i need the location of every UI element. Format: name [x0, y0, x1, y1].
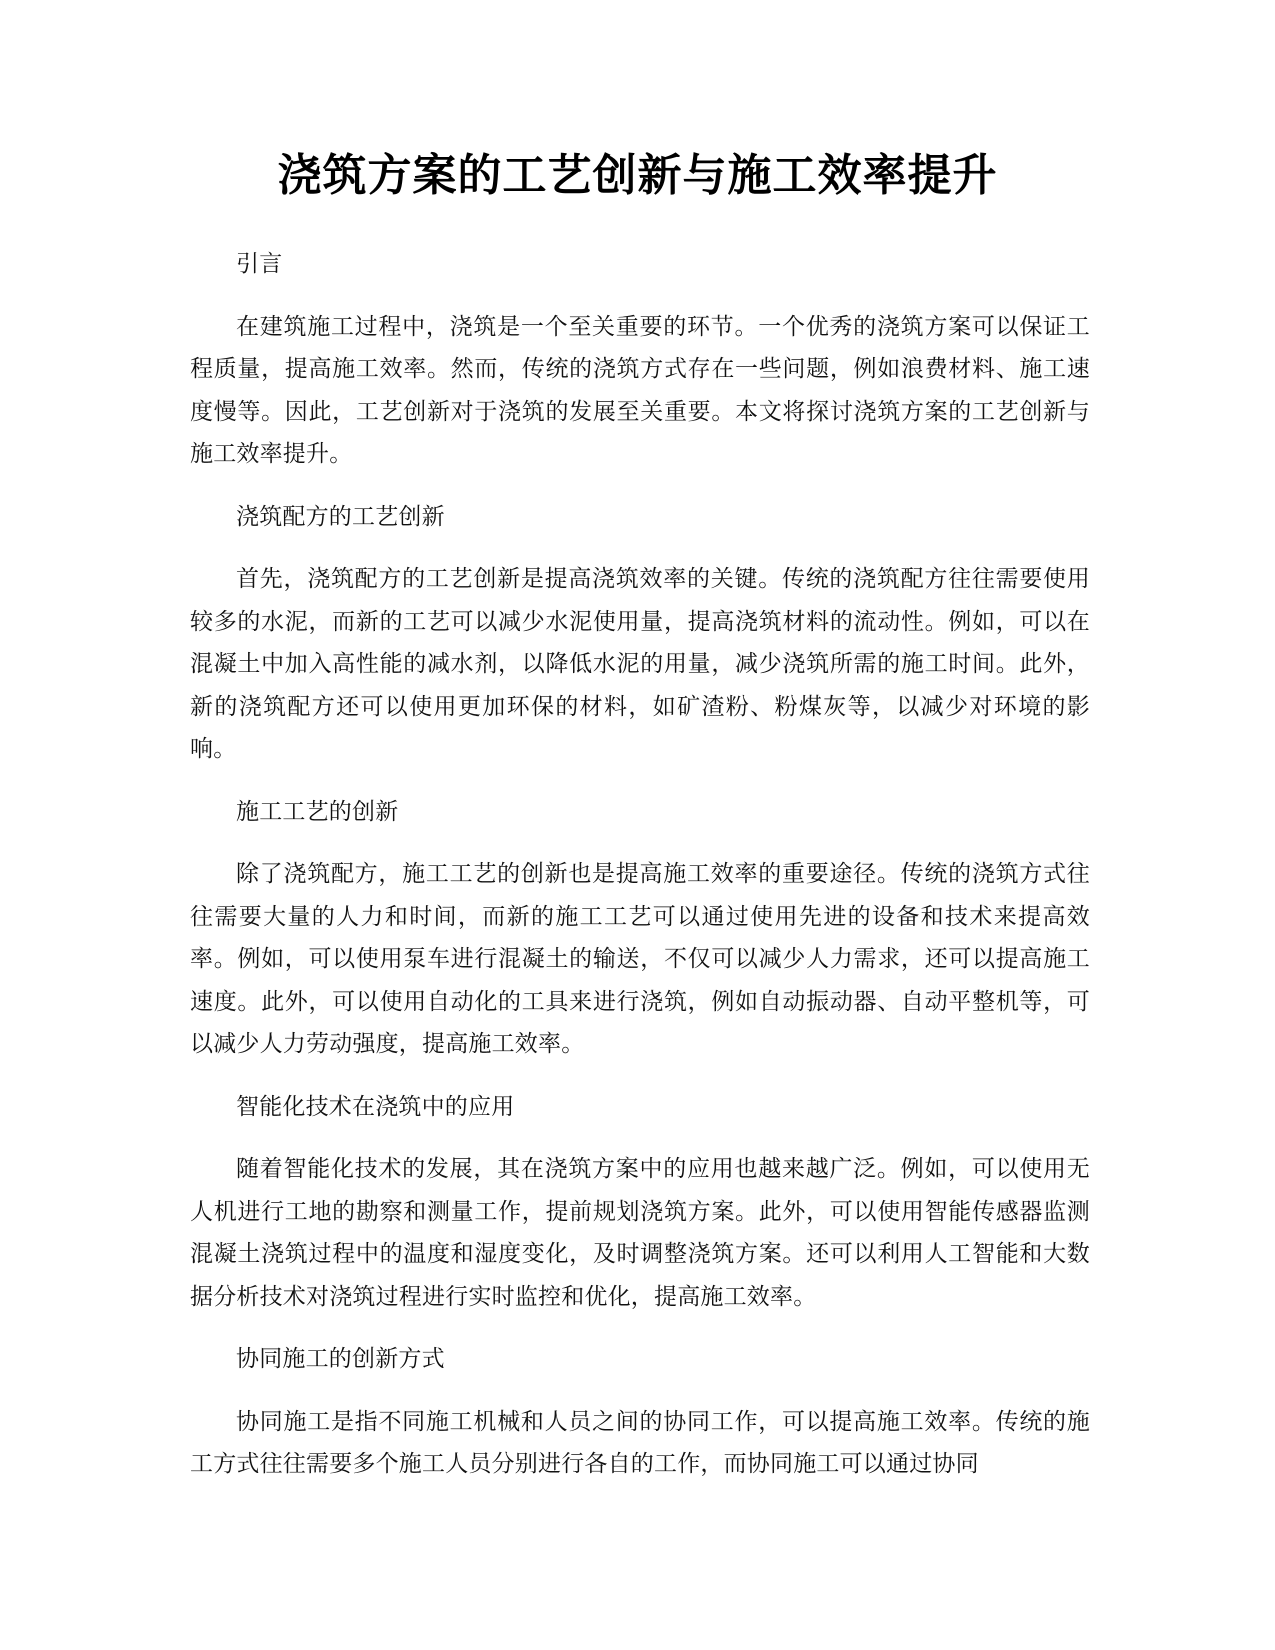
paragraph-introduction: 在建筑施工过程中，浇筑是一个至关重要的环节。一个优秀的浇筑方案可以保证工程质量，提高施工效率。然而，传统的浇筑方式存在一些问题，例如浪费材料、施工速度慢等。因此，工艺创新对于浇筑的发展至关重要。本文将探讨浇筑方案的工艺创新与施工效率提升。	[190, 313, 1090, 467]
section-heading-collaborative-construction: 协同施工的创新方式	[236, 1346, 445, 1372]
section-heading-process-innovation: 施工工艺的创新	[236, 798, 399, 825]
page-title: 浇筑方案的工艺创新与施工效率提升	[277, 150, 998, 201]
section-heading-introduction: 引言	[236, 251, 283, 277]
paragraph-process-innovation: 除了浇筑配方，施工工艺的创新也是提高施工效率的重要途径。传统的浇筑方式往往需要大量的人力和时间，而新的施工工艺可以通过使用先进的设备和技术来提高效率。例如，可以使用泵车进行混凝土的输送，不仅可以减少人力需求，还可以提高施工速度。此外，可以使用自动化的工具来进行浇筑，例如自动振动器、自动平整机等，可以减少人力劳动强度，提高施工效率。	[190, 861, 1090, 1057]
paragraph-formula-innovation: 首先，浇筑配方的工艺创新是提高浇筑效率的关键。传统的浇筑配方往往需要使用较多的水泥，而新的工艺可以减少水泥使用量，提高浇筑材料的流动性。例如，可以在混凝土中加入高性能的减水剂，以降低水泥的用量，减少浇筑所需的施工时间。此外，新的浇筑配方还可以使用更加环保的材料，如矿渣粉、粉煤灰等，以减少对环境的影响。	[190, 566, 1090, 762]
document-body	[190, 243, 1090, 1506]
section-heading-smart-technology: 智能化技术在浇筑中的应用	[236, 1093, 515, 1120]
section-heading-formula-innovation: 浇筑配方的工艺创新	[236, 503, 445, 530]
paragraph-smart-technology: 随着智能化技术的发展，其在浇筑方案中的应用也越来越广泛。例如，可以使用无人机进行工地的勘察和测量工作，提前规划浇筑方案。此外，可以使用智能传感器监测混凝土浇筑过程中的温度和湿度变化，及时调整浇筑方案。还可以利用人工智能和大数据分析技术对浇筑过程进行实时监控和优化，提高施工效率。	[190, 1156, 1090, 1310]
paragraph-collaborative-construction: 协同施工是指不同施工机械和人员之间的协同工作，可以提高施工效率。传统的施工方式往往需要多个施工人员分别进行各自的工作，而协同施工可以通过协同	[190, 1408, 1090, 1477]
